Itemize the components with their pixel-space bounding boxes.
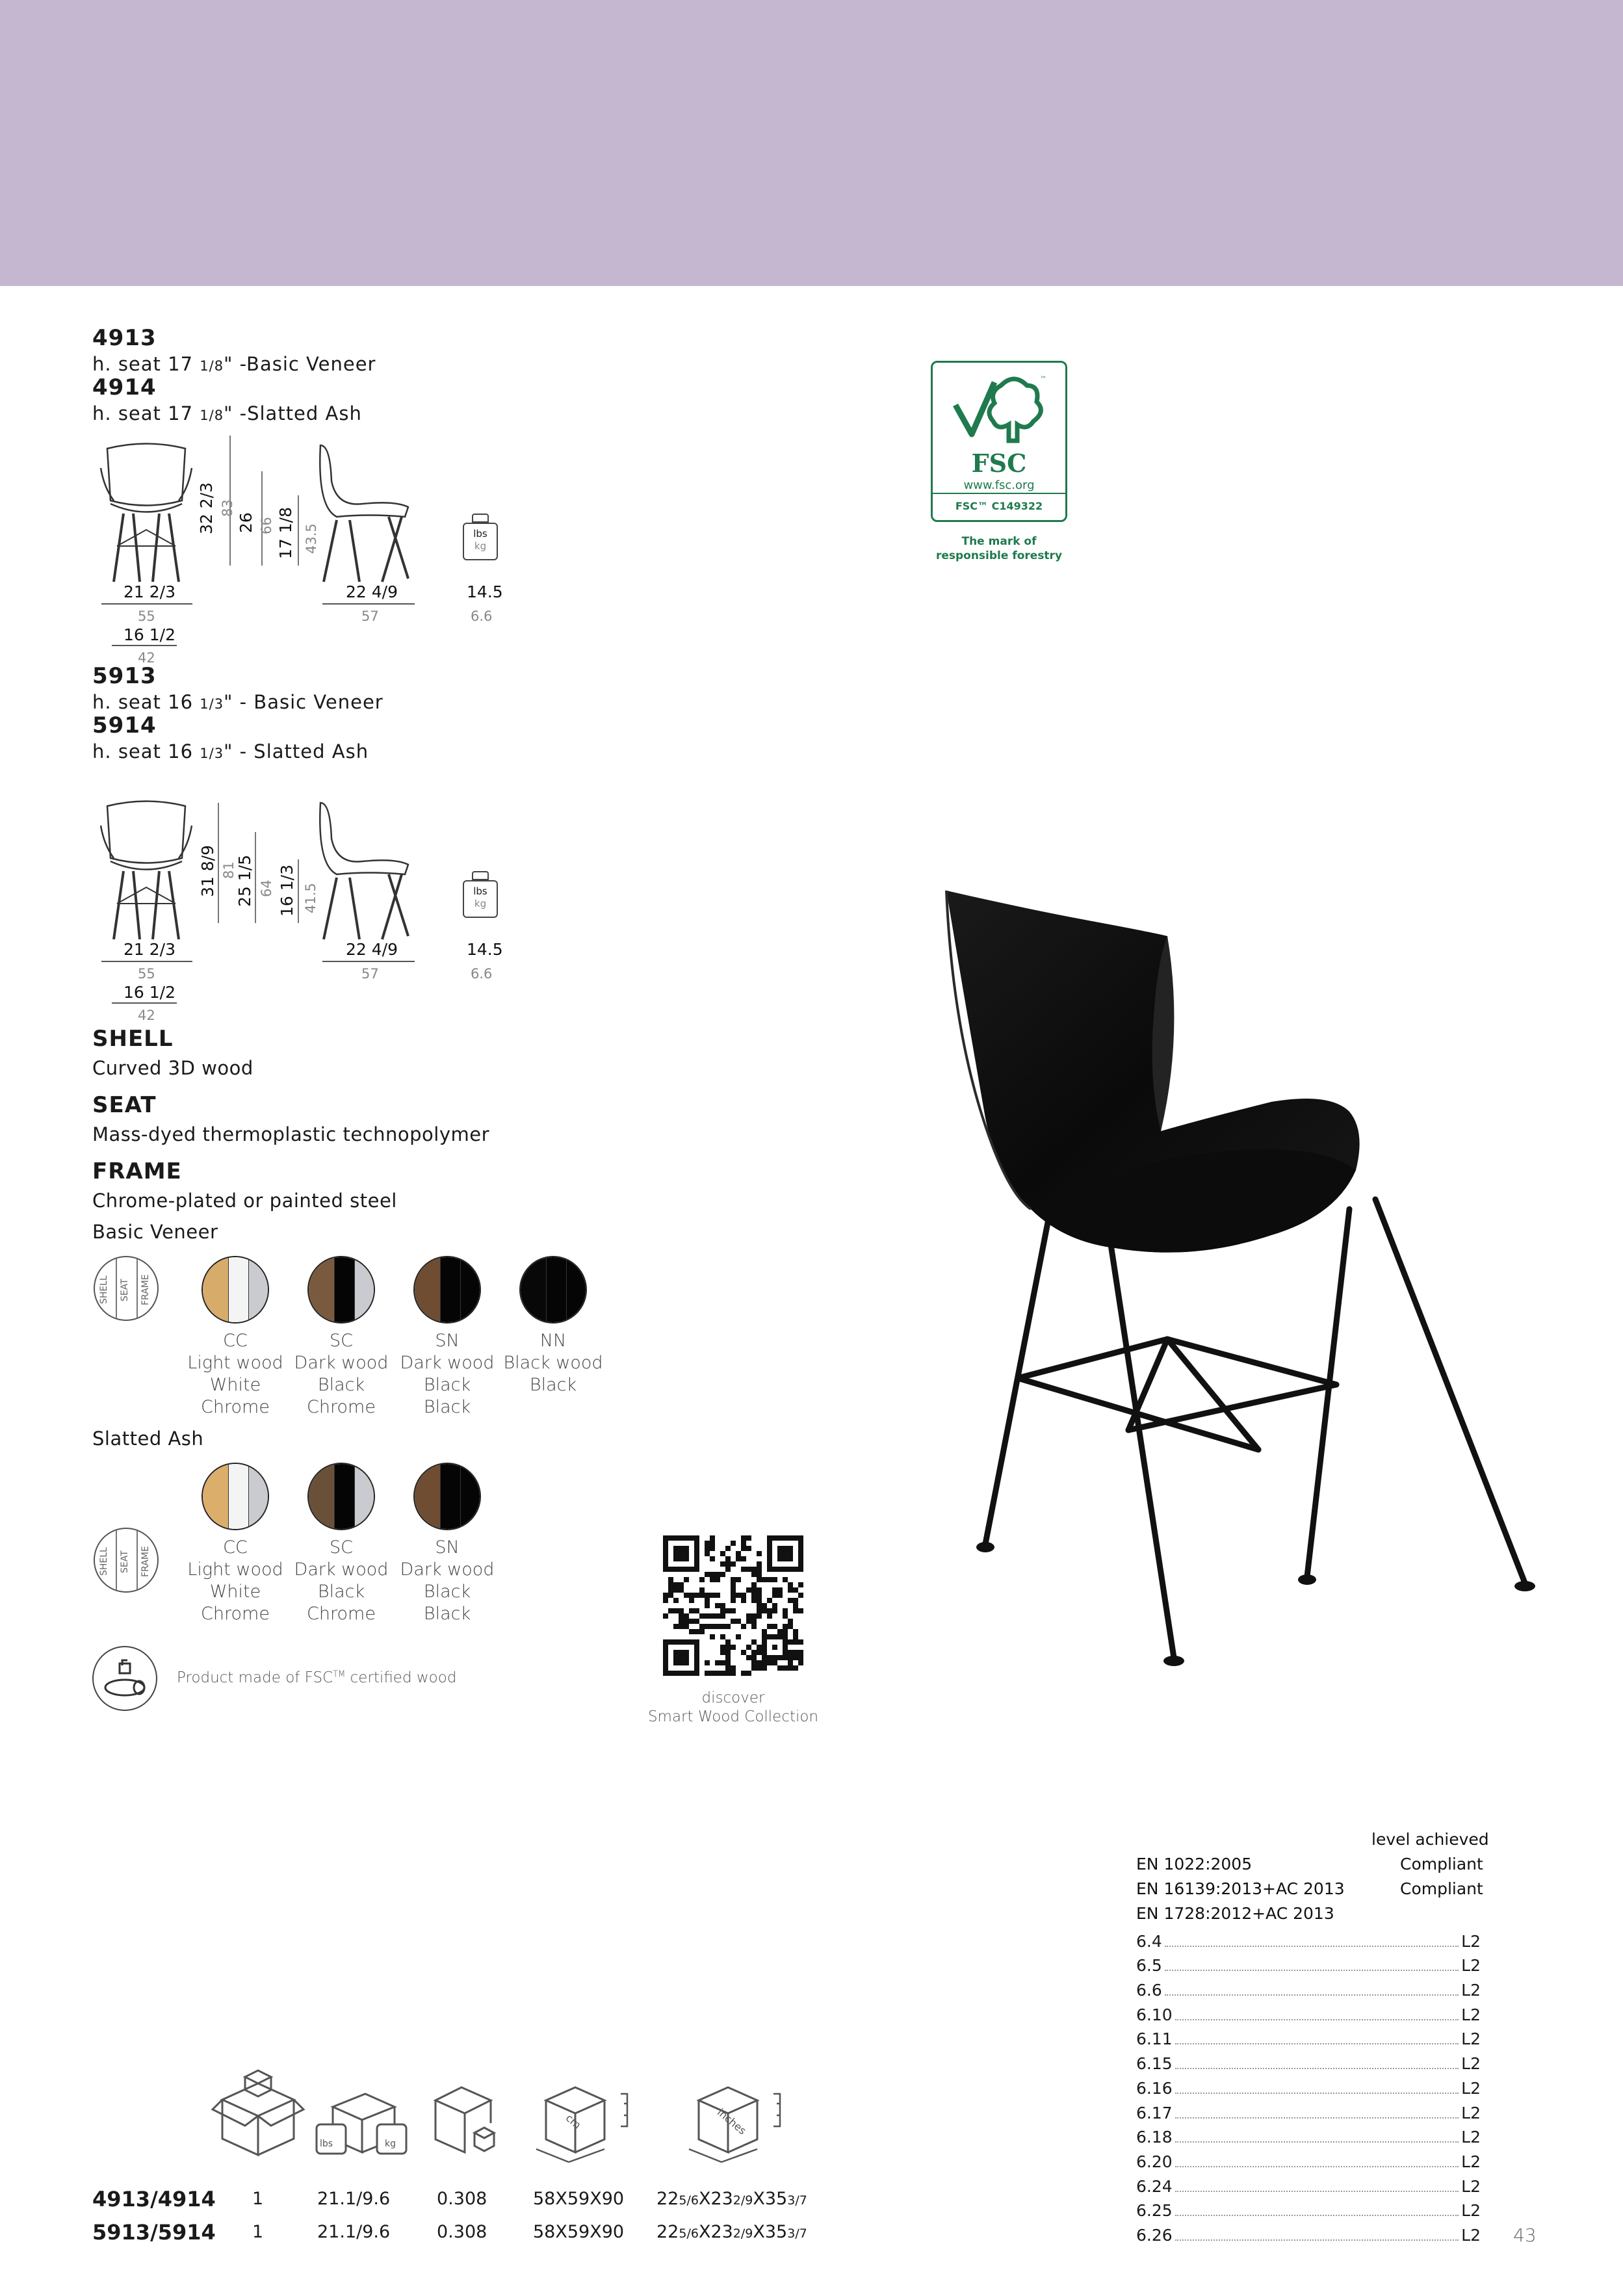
finish-label: CC Light wood White Chrome [187, 1537, 283, 1624]
fsc-tree-check-icon [949, 369, 1053, 454]
test-id: 6.15 [1136, 2054, 1173, 2074]
arm-height-cm: 64 [259, 880, 274, 897]
width-inches: 21 2/3 [123, 582, 175, 601]
test-level: L2 [1461, 2005, 1481, 2024]
test-id: 6.6 [1136, 1981, 1162, 2000]
model-subtitle: h. seat 17 1/8" -Basic Veneer [92, 353, 376, 375]
dimension-line [298, 495, 299, 566]
test-row [1136, 2220, 1481, 2245]
shipping-volume: 0.308 [437, 2189, 487, 2209]
dimension-line [101, 603, 192, 605]
test-row [1136, 1951, 1481, 1976]
chair-front-view-icon [97, 442, 195, 592]
shipping-qty: 1 [252, 2189, 264, 2209]
finish-swatch[interactable] [307, 1256, 375, 1324]
weight-icon: lbs kg [463, 514, 498, 560]
depth-cm: 57 [361, 966, 379, 982]
seat-width-inches: 16 1/2 [123, 625, 175, 644]
test-row [1136, 1926, 1481, 1951]
weight-lbs: 14.5 [467, 582, 503, 601]
dimension-line [322, 961, 415, 962]
arm-height-cm: 66 [259, 517, 274, 534]
qr-code[interactable] [663, 1535, 803, 1676]
fsc-tagline: The mark of responsible forestry [935, 535, 1063, 562]
model-subtitle: h. seat 16 1/3" - Slatted Ash [92, 740, 369, 763]
test-id: 6.10 [1136, 2005, 1173, 2024]
chair-side-view-icon [311, 442, 421, 592]
test-id: 6.4 [1136, 1931, 1162, 1951]
shipping-weight: 21.1/9.6 [317, 2189, 391, 2209]
test-row [1136, 2073, 1481, 2098]
material-heading: FRAME [92, 1158, 182, 1184]
material-text: Curved 3D wood [92, 1057, 253, 1079]
finish-group-title: Slatted Ash [92, 1428, 204, 1450]
seat-width-cm: 42 [138, 1008, 155, 1023]
depth-inches: 22 4/9 [346, 582, 398, 601]
height-inches: 31 8/9 [198, 845, 217, 897]
package-qty-icon [209, 2067, 307, 2158]
test-row [1136, 2171, 1481, 2196]
finish-label: SN Dark wood Black Black [400, 1537, 495, 1624]
test-row [1136, 2146, 1481, 2171]
finish-legend-icon: SHELL SEAT FRAME [94, 1256, 159, 1321]
material-heading: SEAT [92, 1092, 157, 1118]
shipping-qty: 1 [252, 2222, 264, 2242]
dimension-line [255, 832, 256, 923]
size-cm-icon: cm [533, 2078, 643, 2165]
test-id: 6.20 [1136, 2152, 1173, 2171]
test-level: L2 [1461, 1981, 1481, 2000]
test-id: 6.26 [1136, 2225, 1173, 2245]
seat-width-cm: 42 [138, 650, 155, 666]
dimension-drawing [91, 793, 513, 1027]
fsc-logo: ™ FSC www.fsc.org FSC™ C149322 [931, 361, 1067, 522]
model-subtitle: h. seat 17 1/8" -Slatted Ash [92, 402, 362, 424]
volume-icon [429, 2078, 507, 2159]
page-number: 43 [1513, 2224, 1537, 2246]
shipping-size-inches: 225/6X232/9X353/7 [656, 2189, 807, 2209]
standard-value: Compliant [1400, 1879, 1483, 1898]
dimension-line [101, 961, 192, 962]
test-level: L2 [1461, 2029, 1481, 2049]
test-id: 6.25 [1136, 2201, 1173, 2221]
standard-name: EN 1728:2012+AC 2013 [1136, 1904, 1334, 1923]
test-row [1136, 1975, 1481, 2000]
depth-cm: 57 [361, 608, 379, 624]
finish-label: CC Light wood White Chrome [187, 1331, 283, 1417]
model-code: 4913 [92, 325, 157, 351]
finish-legend-icon: SHELL SEAT FRAME [94, 1528, 159, 1593]
finish-swatch[interactable] [201, 1463, 269, 1530]
shipping-code: 4913/4914 [92, 2187, 216, 2211]
fsc-wood-icon [92, 1646, 157, 1711]
finish-label: SC Dark wood Black Chrome [294, 1331, 389, 1417]
dimension-line [112, 645, 177, 646]
fsc-note: Product made of FSC™ certified wood [177, 1669, 457, 1686]
shipping-volume: 0.308 [437, 2222, 487, 2242]
standard-value: Compliant [1400, 1855, 1483, 1873]
seat-height-cm: 43.5 [304, 523, 319, 554]
test-level: L2 [1461, 2054, 1481, 2074]
height-cm: 83 [220, 499, 235, 517]
test-row [1136, 2196, 1481, 2221]
material-text: Chrome-plated or painted steel [92, 1190, 397, 1212]
depth-inches: 22 4/9 [346, 940, 398, 959]
finish-swatch[interactable] [201, 1256, 269, 1324]
arm-height-inches: 25 1/5 [235, 855, 254, 907]
width-inches: 21 2/3 [123, 940, 175, 959]
test-level: L2 [1461, 2152, 1481, 2171]
test-level: L2 [1461, 2103, 1481, 2122]
test-id: 6.5 [1136, 1956, 1162, 1976]
dimension-line [218, 803, 219, 923]
test-row [1136, 2000, 1481, 2024]
seat-height-inches: 17 1/8 [276, 507, 295, 559]
size-inches-icon: inches [682, 2078, 799, 2165]
dimension-line [112, 1002, 177, 1004]
material-text: Mass-dyed thermoplastic technopolymer [92, 1123, 489, 1145]
seat-height-inches: 16 1/3 [278, 865, 296, 917]
svg-text:™: ™ [1040, 376, 1046, 383]
finish-swatch[interactable] [307, 1463, 375, 1530]
weight-icon: lbs kg [463, 871, 498, 918]
header-band [0, 0, 1623, 286]
shipping-size-cm: 58X59X90 [533, 2222, 625, 2242]
model-code: 5914 [92, 712, 157, 738]
test-row [1136, 2122, 1481, 2147]
finish-label: NN Black wood Black [503, 1331, 603, 1395]
test-row [1136, 2048, 1481, 2073]
test-id: 6.11 [1136, 2029, 1173, 2049]
finish-swatch[interactable] [413, 1463, 481, 1530]
test-level: L2 [1461, 1931, 1481, 1951]
width-cm: 55 [138, 608, 155, 624]
test-level: L2 [1461, 2078, 1481, 2098]
finish-swatch[interactable] [519, 1256, 587, 1324]
model-code: 4914 [92, 374, 157, 400]
test-id: 6.24 [1136, 2176, 1173, 2196]
dimension-line [322, 603, 415, 605]
seat-width-inches: 16 1/2 [123, 983, 175, 1002]
height-cm: 81 [221, 861, 237, 879]
test-level: L2 [1461, 2225, 1481, 2245]
shipping-weight: 21.1/9.6 [317, 2222, 391, 2242]
chair-side-view-icon [311, 800, 421, 949]
test-row [1136, 2098, 1481, 2122]
finish-label: SN Dark wood Black Black [400, 1331, 495, 1417]
test-level: L2 [1461, 1956, 1481, 1976]
finish-swatch[interactable] [413, 1256, 481, 1324]
model-code: 5913 [92, 663, 157, 689]
test-level: L2 [1461, 2128, 1481, 2147]
arm-height-inches: 26 [237, 512, 255, 533]
dimension-drawing [91, 436, 513, 670]
shipping-code: 5913/5914 [92, 2220, 216, 2245]
standard-name: EN 1022:2005 [1136, 1855, 1253, 1873]
product-photo [933, 845, 1557, 1684]
width-cm: 55 [138, 966, 155, 982]
finish-group-title: Basic Veneer [92, 1221, 218, 1243]
weight-kg: 6.6 [471, 608, 493, 624]
level-achieved-header: level achieved [1371, 1830, 1489, 1849]
height-inches: 32 2/3 [197, 482, 216, 534]
seat-height-cm: 41.5 [303, 883, 318, 913]
test-id: 6.16 [1136, 2078, 1173, 2098]
test-id: 6.18 [1136, 2128, 1173, 2147]
test-level: L2 [1461, 2176, 1481, 2196]
weight-scale-icon: lbs kg [313, 2078, 411, 2162]
weight-kg: 6.6 [471, 966, 493, 982]
test-row [1136, 2024, 1481, 2049]
qr-caption: discover Smart Wood Collection [647, 1689, 819, 1725]
finish-label: SC Dark wood Black Chrome [294, 1537, 389, 1624]
shipping-size-inches: 225/6X232/9X353/7 [656, 2222, 807, 2242]
shipping-size-cm: 58X59X90 [533, 2189, 625, 2209]
test-id: 6.17 [1136, 2103, 1173, 2122]
dimension-line [298, 859, 299, 923]
chair-front-view-icon [97, 800, 195, 949]
test-level: L2 [1461, 2201, 1481, 2221]
model-subtitle: h. seat 16 1/3" - Basic Veneer [92, 691, 383, 713]
standard-name: EN 16139:2013+AC 2013 [1136, 1879, 1345, 1898]
weight-lbs: 14.5 [467, 940, 503, 959]
test-results-list [1136, 1926, 1481, 2245]
material-heading: SHELL [92, 1026, 174, 1052]
